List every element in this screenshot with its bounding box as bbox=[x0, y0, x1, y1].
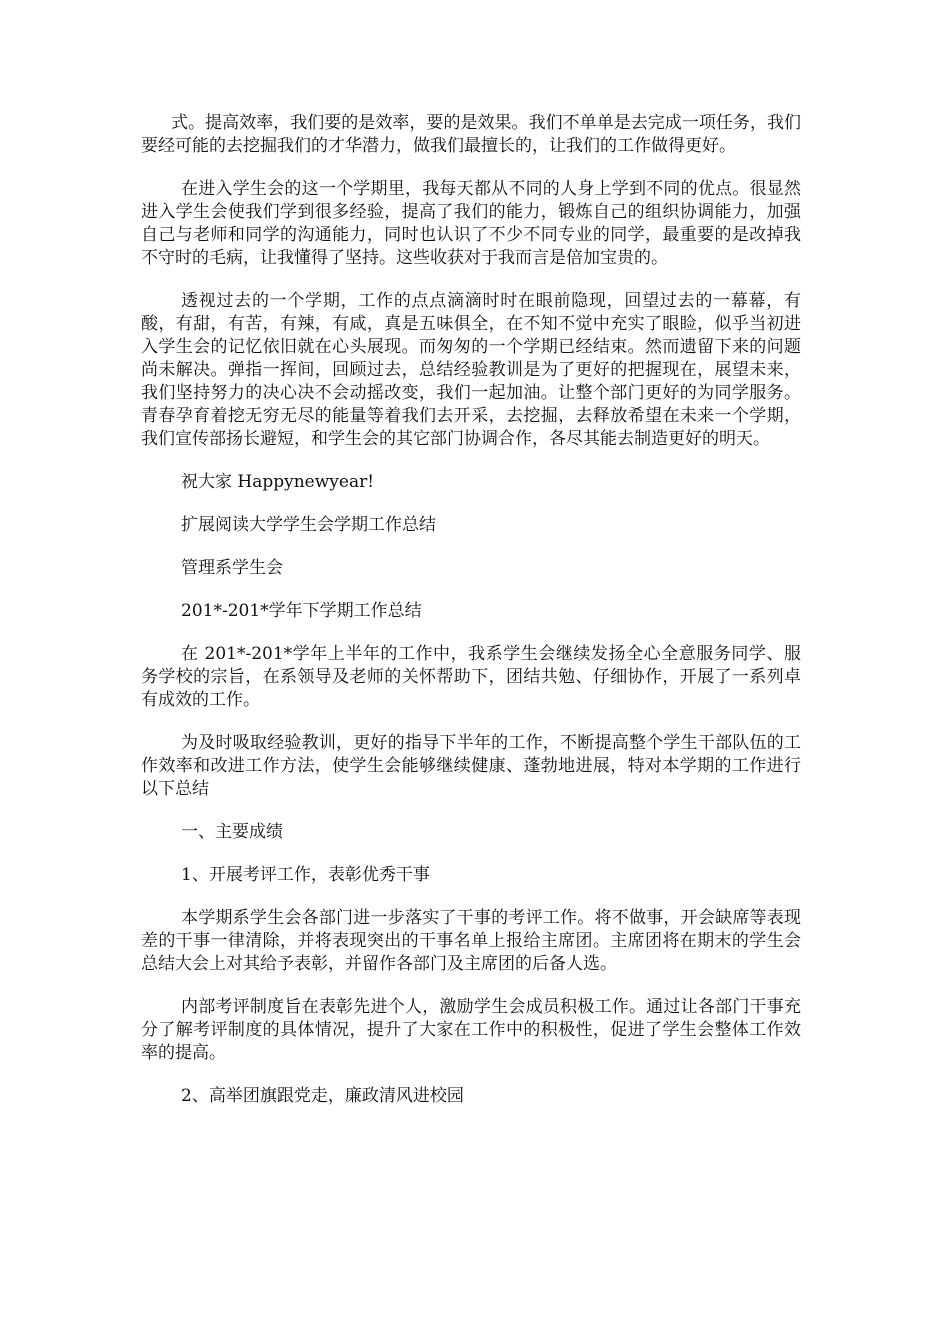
extended-reading-title: 扩展阅读大学学生会学期工作总结 bbox=[181, 515, 436, 535]
paragraph-student-union-gains: 在进入学生会的这一个学期里，我每天都从不同的人身上学到不同的优点。很显然进入学生会使我们学到很多经验，提高了我们的能力，锻炼自己的组织协调能力，加强自己与老师和同学的沟通能力，同时也认识了不少不同专业的同学，最重要的是改掉我不守时的毛病，让我懂得了坚持。这些收获对于我而言是倍加宝贵的。 bbox=[141, 179, 801, 268]
organization-name: 管理系学生会 bbox=[181, 558, 283, 578]
paragraph-evaluation-work: 本学期系学生会各部门进一步落实了干事的考评工作。将不做事，开会缺席等表现差的干事一律清除，并将表现突出的干事名单上报给主席团。主席团将在期末的学生会总结大会上对其给予表彰，并留作各部门及主席团的后备人选。 bbox=[141, 908, 801, 974]
paragraph-semester-review: 透视过去的一个学期，工作的点点滴滴时时在眼前隐现，回望过去的一幕幕，有酸，有甜，有苦，有辣，有咸，真是五味俱全，在不知不觉中充实了眼睑，似乎当初进入学生会的记忆依旧就在心头展现。而匆匆的一个学期已经结束。然而遗留下来的问题尚未解决。弹指一挥间，回顾过去，总结经验教训是为了更好的把握现在，展望未来，我们坚持努力的决心决不会动摇改变，我们一起加油。让整个部门更好的为同学服务。青春孕育着挖无穷无尽的能量等着我们去开采，去挖掘，去释放希望在未来一个学期，我们宣传部扬长避短，和学生会的其它部门协调合作，各尽其能去制造更好的明天。 bbox=[141, 291, 801, 449]
subheading-evaluation: 1、开展考评工作，表彰优秀干事 bbox=[181, 865, 430, 885]
paragraph-first-half-work: 在 201*-201*学年上半年的工作中，我系学生会继续发扬全心全意服务同学、服务学校的宗旨，在系领导及老师的关怀帮助下，团结共勉、仔细协作，开展了一系列卓有成效的工作。 bbox=[141, 644, 801, 710]
subheading-league-flag: 2、高举团旗跟党走，廉政清风进校园 bbox=[181, 1086, 464, 1106]
document-body bbox=[141, 112, 801, 1128]
paragraph-summary-purpose: 为及时吸取经验教训，更好的指导下半年的工作，不断提高整个学生干部队伍的工作效率和改进工作方法，使学生会能够继续健康、蓬勃地进展，特对本学期的工作进行以下总结 bbox=[141, 733, 801, 799]
paragraph-evaluation-system: 内部考评制度旨在表彰先进个人，激励学生会成员积极工作。通过让各部门干事充分了解考评制度的具体情况，提升了大家在工作中的积极性，促进了学生会整体工作效率的提高。 bbox=[141, 997, 801, 1063]
paragraph-efficiency: 式。提高效率，我们要的是效率，要的是效果。我们不单单是去完成一项任务，我们要经可能的去挖掘我们的才华潜力，做我们最擅长的，让我们的工作做得更好。 bbox=[141, 113, 801, 156]
section-heading-main-achievements: 一、主要成绩 bbox=[181, 822, 283, 842]
summary-title: 201*-201*学年下学期工作总结 bbox=[181, 601, 422, 621]
greeting-line: 祝大家 Happynewyear! bbox=[181, 472, 375, 492]
